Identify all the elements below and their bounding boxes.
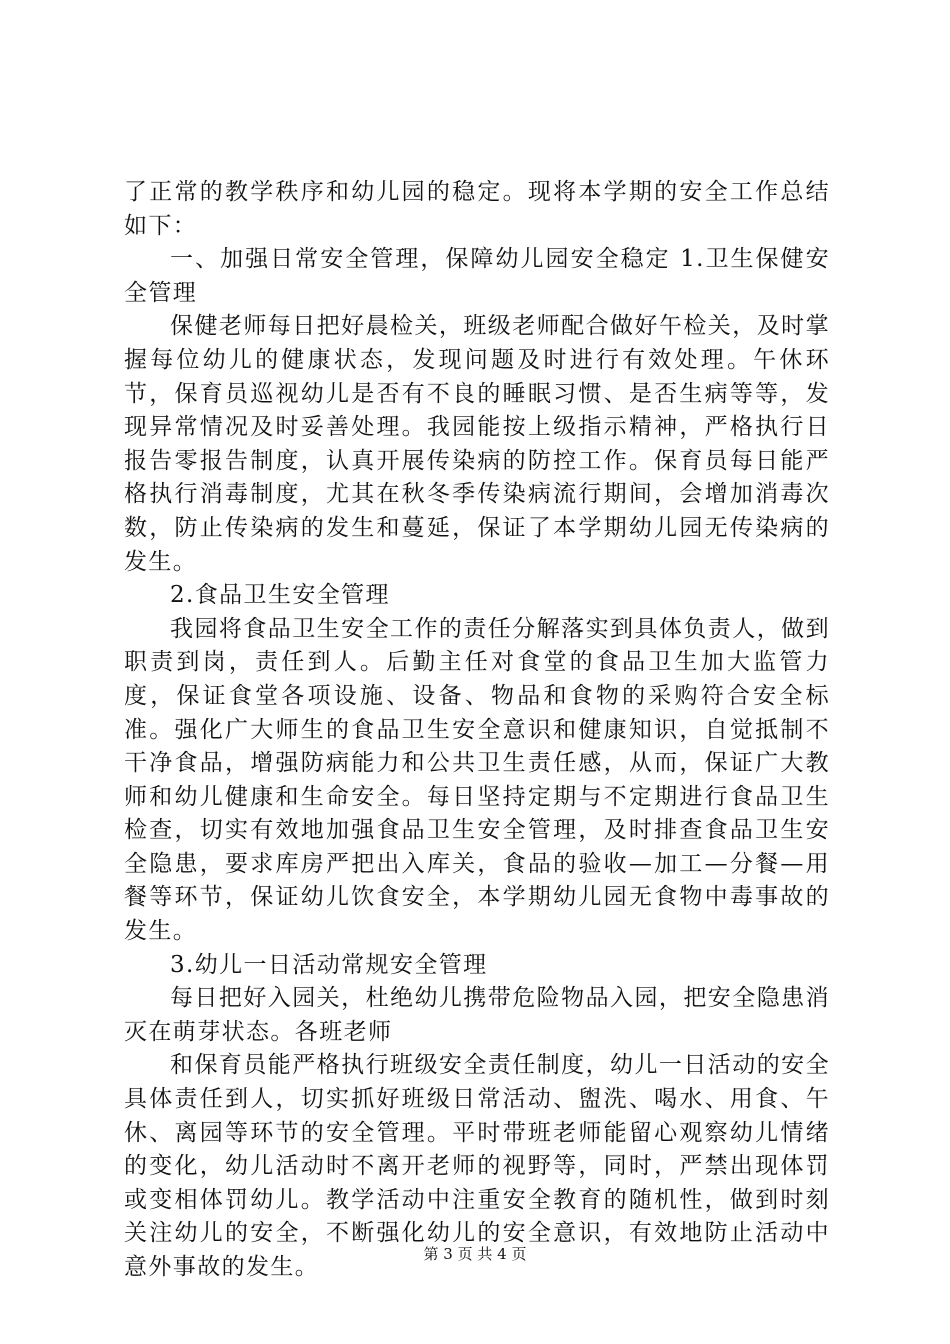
paragraph-class-safety: 和保育员能严格执行班级安全责任制度，幼儿一日活动的安全具体责任到人，切实抓好班级日常活动、盥洗、喝水、用食、午休、离园等环节的安全管理。平时带班老师能留心观察幼儿情绪的变化，幼儿活动时不离开老师的视野等，同时，严禁出现体罚或变相体罚幼儿。教学活动中注重安全教育的随机性，做到时刻关注幼儿的安全，不断强化幼儿的安全意识，有效地防止活动中意外事故的发生。 — [124, 1052, 830, 1280]
paragraph-continuation: 了正常的教学秩序和幼儿园的稳定。现将本学期的安全工作总结如下： — [124, 179, 830, 239]
paragraph-entry-check: 每日把好入园关，杜绝幼儿携带危险物品入园，把安全隐患消灭在萌芽状态。各班老师 — [124, 985, 830, 1045]
subheading-daily-activity-safety: 3.幼儿一日活动常规安全管理 — [170, 951, 488, 978]
page-number-footer: 第 3 页 共 4 页 — [423, 1245, 527, 1263]
paragraph-food-safety: 我园将食品卫生安全工作的责任分解落实到具体负责人，做到职责到岗，责任到人。后勤主任对食堂的食品卫生加大监管力度，保证食堂各项设施、设备、物品和食物的采购符合安全标准。强化广大师生的食品卫生安全意识和健康知识，自觉抵制不干净食品，增强防病能力和公共卫生责任感，从而，保证广大教师和幼儿健康和生命安全。每日坚持定期与不定期进行食品卫生检查，切实有效地加强食品卫生安全管理，及时排查食品卫生安全隐患，要求库房严把出入库关，食品的验收—加工—分餐—用餐等环节，保证幼儿饮食安全，本学期幼儿园无食物中毒事故的发生。 — [124, 615, 830, 945]
document-body — [124, 176, 830, 1285]
paragraph-health-management: 保健老师每日把好晨检关，班级老师配合做好午检关，及时掌握每位幼儿的健康状态，发现问题及时进行有效处理。午休环节，保育员巡视幼儿是否有不良的睡眠习惯、是否生病等等，发现异常情况及时妥善处理。我园能按上级指示精神，严格执行日报告零报告制度，认真开展传染病的防控工作。保育员每日能严格执行消毒制度，尤其在秋冬季传染病流行期间，会增加消毒次数，防止传染病的发生和蔓延，保证了本学期幼儿园无传染病的发生。 — [124, 313, 830, 575]
subheading-food-safety: 2.食品卫生安全管理 — [170, 582, 390, 609]
section-heading-1: 一、加强日常安全管理，保障幼儿园安全稳定 1.卫生保健安全管理 — [124, 246, 830, 306]
